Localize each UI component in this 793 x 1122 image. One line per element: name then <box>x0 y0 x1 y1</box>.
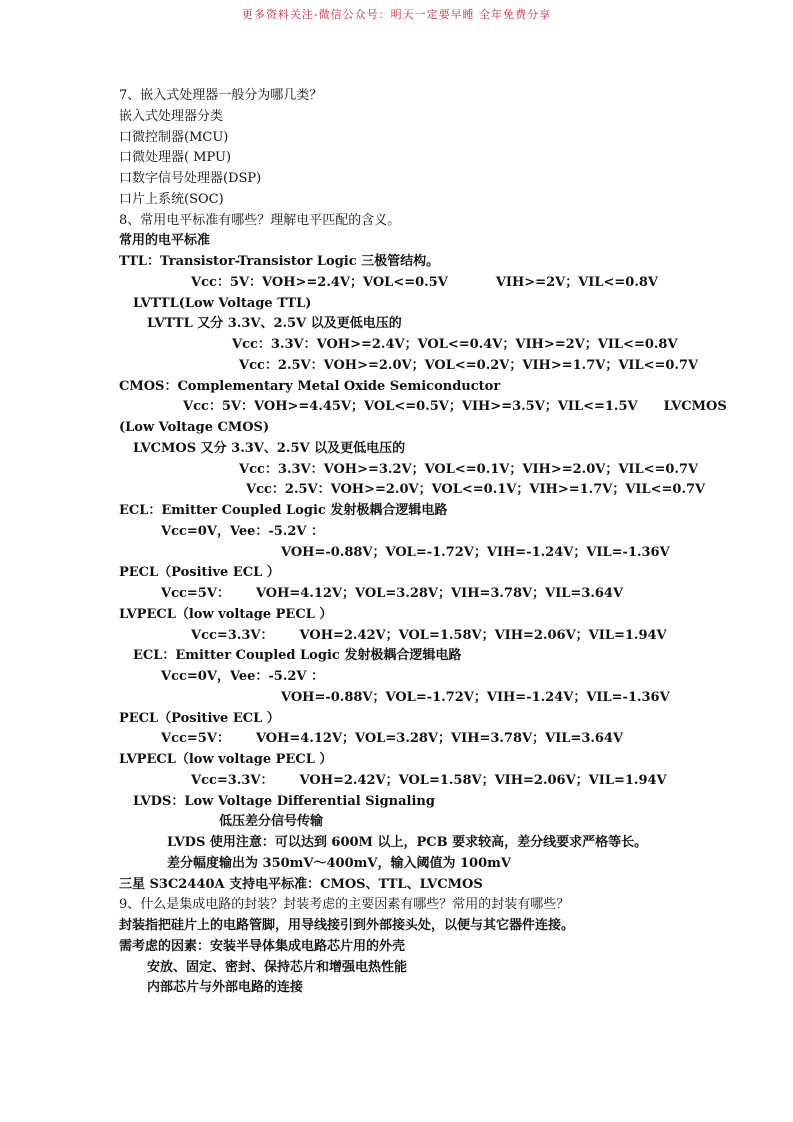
spec-vcc: Vcc=5V： <box>161 731 230 747</box>
ttl-spec-right: VIH>=2V；VIL<=0.8V <box>495 274 658 290</box>
ecl-heading: ECL：Emitter Coupled Logic 发射极耦合逻辑电路 <box>119 503 448 518</box>
question-8: 8、常用电平标准有哪些？理解电平匹配的含义。 <box>119 212 401 228</box>
lvpecl-heading: LVPECL（low voltage PECL ） <box>119 606 333 622</box>
text-line: 三星 S3C2440A 支持电平标准：CMOS、TTL、LVCMOS <box>119 876 483 892</box>
ecl-heading: ECL：Emitter Coupled Logic 发射极耦合逻辑电路 <box>133 648 462 664</box>
text-line: 封装指把硅片上的电路管脚，用导线接引到外部接头处，以便与其它器件连接。 <box>119 918 575 933</box>
spec-values: VOH=2.42V；VOL=1.58V；VIH=2.06V；VIL=1.94V <box>299 772 667 788</box>
text-line: 常用的电平标准 <box>119 233 211 249</box>
spec-line <box>119 729 679 750</box>
pecl-heading: PECL（Positive ECL ） <box>119 565 280 581</box>
spec-vcc: Vcc=3.3V： <box>191 772 274 788</box>
pecl-heading: PECL（Positive ECL ） <box>119 710 280 726</box>
list-item: 口数字信号处理器(DSP) <box>119 171 262 186</box>
spec-values: VOH=4.12V；VOL=3.28V；VIH=3.78V；VIL=3.64V <box>255 586 624 601</box>
text-line: LVCMOS 又分 3.3V、2.5V 以及更低电压的 <box>133 440 406 456</box>
spec-line <box>119 584 679 605</box>
lvds-heading: LVDS：Low Voltage Differential Signaling <box>133 793 435 809</box>
list-item: 口片上系统(SOC) <box>119 191 224 207</box>
ttl-spec <box>119 273 679 294</box>
spec-line: Vcc=0V，Vee：-5.2V ： <box>161 523 325 539</box>
spec-line <box>119 626 679 647</box>
spec-vcc: Vcc=5V： <box>161 586 230 601</box>
spec-line: Vcc=0V，Vee：-5.2V ： <box>161 669 325 684</box>
spec-values: VOH=2.42V；VOL=1.58V；VIH=2.06V；VIL=1.94V <box>299 627 667 643</box>
list-item: 口微处理器( MPU) <box>119 150 232 166</box>
ttl-spec-left: Vcc：5V：VOH>=2.4V；VOL<=0.5V <box>191 274 448 290</box>
text-line: LVDS 使用注意：可以达到 600M 以上，PCB 要求较高，差分线要求严格等长。 <box>167 835 648 850</box>
cmos-heading: CMOS：Complementary Metal Oxide Semiconductor <box>119 378 501 394</box>
text-line: (Low Voltage CMOS) <box>119 420 270 435</box>
cmos-spec <box>119 397 727 418</box>
text-line: 嵌入式处理器分类 <box>119 108 224 124</box>
lvttl-heading: LVTTL(Low Voltage TTL) <box>133 295 312 311</box>
ttl-heading: TTL：Transistor-Transistor Logic 三极管结构。 <box>119 254 440 269</box>
spec-line: Vcc：3.3V：VOH>=2.4V；VOL<=0.4V；VIH>=2V；VIL<=0.8V <box>232 337 678 352</box>
spec-line: VOH=-0.88V；VOL=-1.72V；VIH=-1.24V；VIL=-1.36V <box>281 544 670 560</box>
lvpecl-heading: LVPECL（low voltage PECL ） <box>119 752 333 767</box>
spec-line <box>119 771 679 792</box>
text-line: 安放、固定、密封、保持芯片和增强电热性能 <box>147 959 408 975</box>
text-line: 差分幅度输出为 350mV～400mV，输入阈值为 100mV <box>167 855 511 871</box>
text-line: 需考虑的因素：安装半导体集成电路芯片用的外壳 <box>119 938 406 954</box>
spec-line: Vcc：2.5V：VOH>=2.0V；VOL<=0.2V；VIH>=1.7V；VIL<=0.7V <box>239 357 699 373</box>
text-line: LVTTL 又分 3.3V、2.5V 以及更低电压的 <box>147 316 402 332</box>
spec-values: VOH=4.12V；VOL=3.28V；VIH=3.78V；VIL=3.64V <box>255 731 624 747</box>
question-7: 7、嵌入式处理器一般分为哪几类？ <box>119 88 323 103</box>
lvcmos-label: LVCMOS <box>663 399 727 415</box>
spec-line: Vcc：3.3V：VOH>=3.2V；VOL<=0.1V；VIH>=2.0V；VIL<=0.7V <box>239 461 699 477</box>
spec-line: VOH=-0.88V；VOL=-1.72V；VIH=-1.24V；VIL=-1.36V <box>281 689 670 705</box>
text-line: 低压差分信号传输 <box>219 814 324 830</box>
cmos-spec-left: Vcc：5V：VOH>=4.45V；VOL<=0.5V；VIH>=3.5V；VIL<=1.5V <box>183 399 638 415</box>
question-9: 9、什么是集成电路的封装？封装考虑的主要因素有哪些？常用的封装有哪些？ <box>119 897 570 913</box>
header-banner: 更多资料关注-微信公众号：明天一定要早睡 全年免费分享 <box>241 8 552 21</box>
spec-line: Vcc：2.5V：VOH>=2.0V；VOL<=0.1V；VIH>=1.7V；VIL<=0.7V <box>246 482 706 498</box>
document-body <box>119 86 727 999</box>
text-line: 内部芯片与外部电路的连接 <box>147 980 304 996</box>
spec-vcc: Vcc=3.3V： <box>191 627 274 643</box>
list-item: 口微控制器(MCU) <box>119 129 229 145</box>
